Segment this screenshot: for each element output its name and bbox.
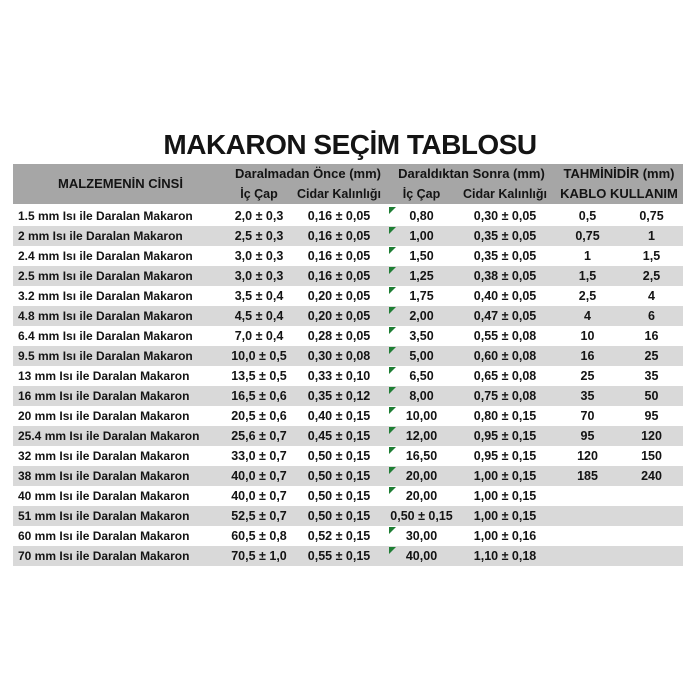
cell-after-cidar: 0,65 ± 0,08 [473, 369, 537, 383]
cell-after-ic-cap-value: 5,00 [409, 349, 434, 363]
excel-error-flag-icon [389, 367, 396, 374]
cell-before-ic-cap: 3,5 ± 0,4 [234, 289, 284, 303]
cell-cable-usage-min: 70 [580, 409, 595, 423]
cell-material: 2.5 mm Isı ile Daralan Makaron [18, 269, 193, 283]
cell-cable-usage-max: 16 [644, 329, 659, 343]
cell-after-cidar: 1,10 ± 0,18 [473, 549, 537, 563]
cell-cable-usage-max: 0,75 [639, 209, 664, 223]
cell-before-ic-cap: 2,0 ± 0,3 [234, 209, 284, 223]
excel-error-flag-icon [389, 287, 396, 294]
table-row [13, 526, 683, 546]
cell-before-cidar: 0,20 ± 0,05 [307, 289, 371, 303]
cell-before-cidar: 0,50 ± 0,15 [307, 449, 371, 463]
col-header-material: MALZEMENİN CİNSİ [13, 164, 228, 206]
cell-after-ic-cap-value: 2,00 [409, 309, 434, 323]
cell-before-cidar: 0,55 ± 0,15 [307, 549, 371, 563]
cell-cable-usage-min: 16 [580, 349, 595, 363]
cell-cable-usage-min: 1 [584, 249, 591, 263]
cell-after-ic-cap-value: 8,00 [409, 389, 434, 403]
cell-after-cidar: 0,75 ± 0,08 [473, 389, 537, 403]
cell-material: 51 mm Isı ile Daralan Makaron [18, 509, 190, 523]
cell-before-ic-cap: 52,5 ± 0,7 [231, 509, 287, 523]
cell-cable-usage-min: 4 [584, 309, 591, 323]
cell-before-ic-cap: 7,0 ± 0,4 [234, 329, 284, 343]
cell-after-ic-cap-value: 20,00 [405, 489, 438, 503]
excel-error-flag-icon [389, 267, 396, 274]
table-row [13, 466, 683, 486]
cell-before-ic-cap: 20,5 ± 0,6 [231, 409, 287, 423]
table-row [13, 206, 683, 226]
cell-before-cidar: 0,16 ± 0,05 [307, 249, 371, 263]
cell-after-ic-cap-value: 10,00 [405, 409, 438, 423]
table-row [13, 346, 683, 366]
cell-cable-usage-max: 1 [648, 229, 655, 243]
excel-error-flag-icon [389, 427, 396, 434]
cell-before-ic-cap: 16,5 ± 0,6 [231, 389, 287, 403]
cell-material: 6.4 mm Isı ile Daralan Makaron [18, 329, 193, 343]
table-row [13, 486, 683, 506]
cell-cable-usage-max [620, 506, 683, 526]
cell-before-ic-cap: 40,0 ± 0,7 [231, 469, 287, 483]
cell-material: 4.8 mm Isı ile Daralan Makaron [18, 309, 193, 323]
cell-cable-usage-min: 10 [580, 329, 595, 343]
cell-material: 60 mm Isı ile Daralan Makaron [18, 529, 190, 543]
table-row [13, 426, 683, 446]
cell-cable-usage-min [555, 526, 620, 546]
cell-before-cidar: 0,50 ± 0,15 [307, 509, 371, 523]
cell-cable-usage-min: 120 [577, 449, 598, 463]
cell-material: 2.4 mm Isı ile Daralan Makaron [18, 249, 193, 263]
cell-after-cidar: 0,38 ± 0,05 [473, 269, 537, 283]
col-header-after-cidar: Cidar Kalınlığı [455, 184, 555, 206]
cell-after-cidar: 0,40 ± 0,05 [473, 289, 537, 303]
col-header-after-group: Daraldıktan Sonra (mm) [388, 164, 555, 184]
cell-cable-usage-min: 35 [580, 389, 595, 403]
cell-material: 3.2 mm Isı ile Daralan Makaron [18, 289, 193, 303]
cell-cable-usage-min: 185 [577, 469, 598, 483]
cell-after-cidar: 0,47 ± 0,05 [473, 309, 537, 323]
cell-material: 9.5 mm Isı ile Daralan Makaron [18, 349, 193, 363]
cell-before-cidar: 0,35 ± 0,12 [307, 389, 371, 403]
cell-after-ic-cap-value: 1,00 [409, 229, 434, 243]
excel-error-flag-icon [389, 247, 396, 254]
excel-error-flag-icon [389, 347, 396, 354]
cell-before-ic-cap: 60,5 ± 0,8 [231, 529, 287, 543]
cell-cable-usage-max: 1,5 [642, 249, 661, 263]
cell-after-cidar: 0,95 ± 0,15 [473, 449, 537, 463]
cell-before-cidar: 0,52 ± 0,15 [307, 529, 371, 543]
table-row [13, 406, 683, 426]
cell-before-ic-cap: 2,5 ± 0,3 [234, 229, 284, 243]
cell-after-ic-cap [388, 506, 455, 526]
excel-error-flag-icon [389, 407, 396, 414]
excel-error-flag-icon [389, 207, 396, 214]
cell-material: 20 mm Isı ile Daralan Makaron [18, 409, 190, 423]
cell-before-cidar: 0,16 ± 0,05 [307, 269, 371, 283]
cell-cable-usage-min [555, 506, 620, 526]
col-header-after-ic-cap: İç Çap [388, 184, 455, 206]
cell-after-ic-cap [388, 306, 455, 326]
cell-cable-usage-min: 0,5 [578, 209, 597, 223]
cell-before-cidar: 0,45 ± 0,15 [307, 429, 371, 443]
cell-cable-usage-min: 25 [580, 369, 595, 383]
cell-after-cidar: 1,00 ± 0,15 [473, 469, 537, 483]
estimate-label-line2: KABLO KULLANIM [560, 186, 678, 201]
cell-after-ic-cap [388, 286, 455, 306]
cell-material: 16 mm Isı ile Daralan Makaron [18, 389, 190, 403]
cell-before-cidar: 0,28 ± 0,05 [307, 329, 371, 343]
cell-material: 70 mm Isı ile Daralan Makaron [18, 549, 190, 563]
cell-after-ic-cap [388, 266, 455, 286]
table-row [13, 246, 683, 266]
cell-cable-usage-min: 0,75 [575, 229, 600, 243]
cell-after-cidar: 0,80 ± 0,15 [473, 409, 537, 423]
cell-after-ic-cap-value: 0,50 ± 0,15 [390, 509, 453, 523]
cell-cable-usage-max: 6 [648, 309, 655, 323]
cell-after-ic-cap-value: 12,00 [405, 429, 438, 443]
excel-error-flag-icon [389, 467, 396, 474]
table-row [13, 546, 683, 566]
cell-after-cidar: 0,30 ± 0,05 [473, 209, 537, 223]
cell-material: 25.4 mm Isı ile Daralan Makaron [18, 429, 200, 443]
excel-error-flag-icon [389, 487, 396, 494]
cell-cable-usage-max: 50 [644, 389, 659, 403]
cell-before-cidar: 0,40 ± 0,15 [307, 409, 371, 423]
cell-after-cidar: 0,35 ± 0,05 [473, 229, 537, 243]
cell-after-ic-cap-value: 0,80 [409, 209, 434, 223]
excel-error-flag-icon [389, 307, 396, 314]
excel-error-flag-icon [389, 387, 396, 394]
cell-cable-usage-max: 25 [644, 349, 659, 363]
cell-after-ic-cap [388, 346, 455, 366]
cell-cable-usage-max: 240 [641, 469, 662, 483]
cell-cable-usage-max [620, 526, 683, 546]
cell-after-ic-cap [388, 466, 455, 486]
cell-after-ic-cap-value: 1,75 [409, 289, 434, 303]
cell-after-cidar: 0,95 ± 0,15 [473, 429, 537, 443]
table-row [13, 306, 683, 326]
cell-before-ic-cap: 40,0 ± 0,7 [231, 489, 287, 503]
cell-before-ic-cap: 13,5 ± 0,5 [231, 369, 287, 383]
cell-before-cidar: 0,20 ± 0,05 [307, 309, 371, 323]
cell-material: 1.5 mm Isı ile Daralan Makaron [18, 209, 193, 223]
estimate-label-line1: TAHMİNİDİR (mm) [563, 166, 675, 181]
cell-before-ic-cap: 3,0 ± 0,3 [234, 269, 284, 283]
cell-before-cidar: 0,16 ± 0,05 [307, 229, 371, 243]
excel-error-flag-icon [389, 527, 396, 534]
cell-after-cidar: 0,55 ± 0,08 [473, 329, 537, 343]
cell-cable-usage-min [555, 546, 620, 566]
cell-after-cidar: 0,60 ± 0,08 [473, 349, 537, 363]
cell-material: 32 mm Isı ile Daralan Makaron [18, 449, 190, 463]
cell-after-ic-cap [388, 386, 455, 406]
cell-before-cidar: 0,16 ± 0,05 [307, 209, 371, 223]
cell-before-ic-cap: 33,0 ± 0,7 [231, 449, 287, 463]
table-row [13, 266, 683, 286]
cell-before-cidar: 0,50 ± 0,15 [307, 489, 371, 503]
cell-before-ic-cap: 3,0 ± 0,3 [234, 249, 284, 263]
cell-before-ic-cap: 70,5 ± 1,0 [231, 549, 287, 563]
excel-error-flag-icon [389, 227, 396, 234]
cell-after-ic-cap [388, 206, 455, 226]
cell-after-ic-cap [388, 446, 455, 466]
cell-after-cidar: 0,35 ± 0,05 [473, 249, 537, 263]
cell-cable-usage-min: 1,5 [578, 269, 597, 283]
cell-cable-usage-min: 95 [580, 429, 595, 443]
col-header-before-cidar: Cidar Kalınlığı [290, 184, 388, 206]
cell-before-ic-cap: 25,6 ± 0,7 [231, 429, 287, 443]
cell-before-ic-cap: 4,5 ± 0,4 [234, 309, 284, 323]
cell-after-ic-cap [388, 246, 455, 266]
cell-after-ic-cap [388, 406, 455, 426]
cell-material: 13 mm Isı ile Daralan Makaron [18, 369, 190, 383]
cell-after-cidar: 1,00 ± 0,15 [473, 489, 537, 503]
cell-after-ic-cap-value: 6,50 [409, 369, 434, 383]
cell-after-ic-cap-value: 3,50 [409, 329, 434, 343]
cell-cable-usage-max: 120 [641, 429, 662, 443]
cell-after-cidar: 1,00 ± 0,16 [473, 529, 537, 543]
excel-error-flag-icon [389, 327, 396, 334]
table-row [13, 366, 683, 386]
cell-after-ic-cap [388, 526, 455, 546]
cell-after-ic-cap [388, 226, 455, 246]
excel-error-flag-icon [389, 547, 396, 554]
table-header [13, 164, 683, 206]
cell-before-cidar: 0,33 ± 0,10 [307, 369, 371, 383]
cell-cable-usage-max: 2,5 [642, 269, 661, 283]
cell-after-ic-cap-value: 16,50 [405, 449, 438, 463]
cell-after-ic-cap-value: 40,00 [405, 549, 438, 563]
cell-cable-usage-max [620, 546, 683, 566]
cell-before-cidar: 0,30 ± 0,08 [307, 349, 371, 363]
table-row [13, 286, 683, 306]
cell-after-ic-cap-value: 1,25 [409, 269, 434, 283]
cell-material: 2 mm Isı ile Daralan Makaron [18, 229, 183, 243]
cell-cable-usage-max: 150 [641, 449, 662, 463]
cell-before-cidar: 0,50 ± 0,15 [307, 469, 371, 483]
cell-cable-usage-max [620, 486, 683, 506]
cell-after-cidar: 1,00 ± 0,15 [473, 509, 537, 523]
cell-cable-usage-min [555, 486, 620, 506]
table-row [13, 226, 683, 246]
cell-after-ic-cap-value: 20,00 [405, 469, 438, 483]
col-header-before-ic-cap: İç Çap [228, 184, 290, 206]
excel-error-flag-icon [389, 447, 396, 454]
cell-after-ic-cap [388, 426, 455, 446]
cell-material: 40 mm Isı ile Daralan Makaron [18, 489, 190, 503]
cell-after-ic-cap [388, 326, 455, 346]
table-row [13, 386, 683, 406]
page-title: MAKARON SEÇİM TABLOSU [163, 129, 537, 160]
makaron-selection-table [13, 164, 683, 566]
cell-cable-usage-max: 4 [648, 289, 655, 303]
cell-after-ic-cap-value: 1,50 [409, 249, 434, 263]
col-header-estimate-group [555, 164, 683, 206]
cell-after-ic-cap [388, 486, 455, 506]
cell-cable-usage-max: 95 [644, 409, 659, 423]
table-row [13, 506, 683, 526]
table-row [13, 326, 683, 346]
cell-after-ic-cap-value: 30,00 [405, 529, 438, 543]
cell-cable-usage-max: 35 [644, 369, 659, 383]
cell-after-ic-cap [388, 366, 455, 386]
table-row [13, 446, 683, 466]
table-body [13, 206, 683, 566]
col-header-before-group: Daralmadan Önce (mm) [228, 164, 388, 184]
cell-material: 38 mm Isı ile Daralan Makaron [18, 469, 190, 483]
cell-after-ic-cap [388, 546, 455, 566]
cell-before-ic-cap: 10,0 ± 0,5 [231, 349, 287, 363]
cell-cable-usage-min: 2,5 [578, 289, 597, 303]
